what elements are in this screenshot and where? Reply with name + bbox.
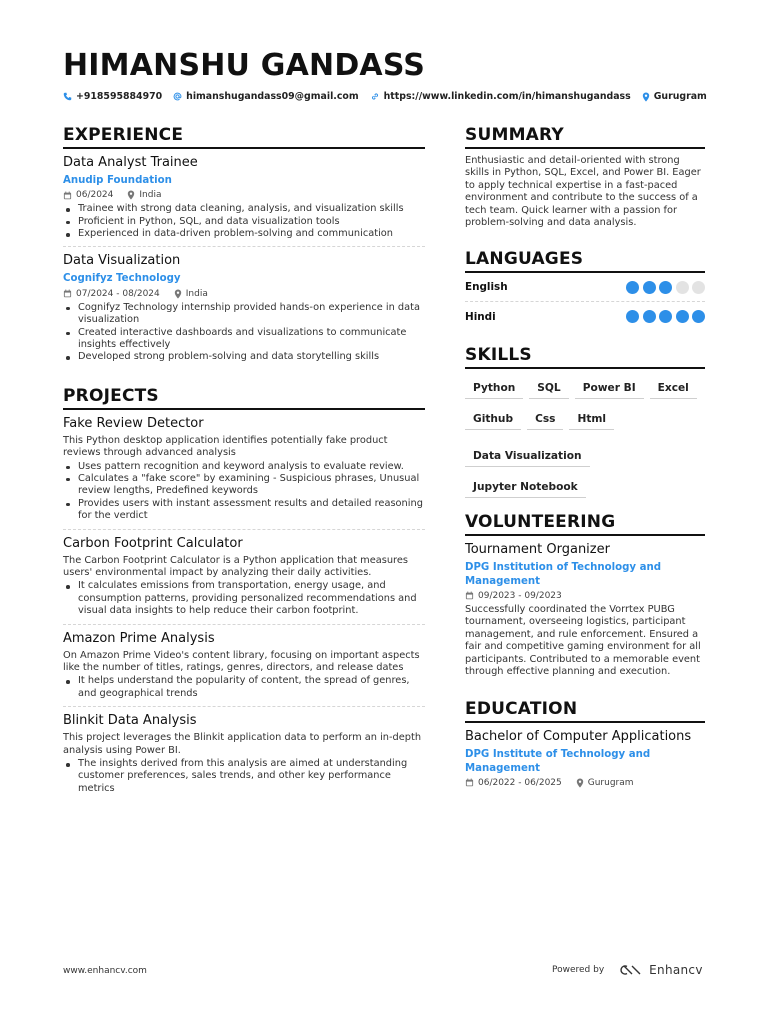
contact-phone[interactable] (63, 91, 162, 102)
proficiency-dots (623, 281, 706, 294)
skill-tag: Html (569, 409, 614, 430)
company-name: Anudip Foundation (63, 175, 172, 186)
education-heading: EDUCATION (465, 699, 705, 723)
proficiency-dot (676, 281, 689, 294)
enhancv-logo-icon (618, 964, 644, 976)
right-column (465, 125, 705, 803)
proficiency-dots (623, 310, 706, 323)
bullet-item: Proficient in Python, SQL, and data visualization tools (63, 216, 425, 228)
project-title: Carbon Footprint Calculator (63, 535, 243, 551)
education-location-text: Gurugram (587, 777, 634, 788)
projects-heading: PROJECTS (63, 386, 425, 410)
project-bullets (63, 758, 425, 795)
volunteering-entry (465, 542, 705, 685)
language-row (465, 273, 705, 302)
project-title: Blinkit Data Analysis (63, 713, 197, 729)
contact-email[interactable] (173, 91, 358, 102)
job-date-text: 06/2024 (76, 190, 114, 201)
project-description: The Carbon Footprint Calculator is a Python application that measures users' environmental impact by analyzing their daily activities. (63, 554, 408, 578)
bullet-item: Developed strong problem-solving and data storytelling skills (63, 351, 425, 363)
education-date (465, 778, 562, 788)
job-date-text: 07/2024 - 08/2024 (76, 288, 160, 299)
calendar-icon (63, 191, 72, 200)
footer-site-link[interactable]: www.enhancv.com (63, 966, 147, 976)
contact-bar (63, 91, 718, 102)
summary-heading: SUMMARY (465, 125, 705, 149)
bullet-item: Experienced in data-driven problem-solving and communication (63, 228, 425, 240)
bullet-item: The insights derived from this analysis are aimed at understanding customer preferences, sales trends, and other key performance metrics (63, 758, 425, 795)
education-date-text: 06/2022 - 06/2025 (478, 777, 562, 788)
job-meta (63, 190, 425, 200)
proficiency-dot (643, 281, 656, 294)
project-bullets (63, 675, 425, 700)
proficiency-dot (626, 310, 639, 323)
project-description: This Python desktop application identifies potentially fake product reviews through advanced analysis (63, 434, 388, 459)
powered-by-text: Powered by (552, 965, 605, 975)
phone-icon (63, 92, 72, 101)
languages-heading: LANGUAGES (465, 249, 705, 273)
project-entry (63, 536, 425, 625)
volunteer-org: DPG Institution of Technology and Management (465, 562, 661, 587)
linkedin-text: https://www.linkedin.com/in/himanshugandass (383, 91, 631, 102)
school-name: DPG Institute of Technology and Management (465, 749, 651, 774)
volunteer-meta (465, 591, 705, 601)
company-name: Cognifyz Technology (63, 273, 181, 285)
proficiency-dot (659, 310, 672, 323)
proficiency-dot (643, 310, 656, 323)
proficiency-dot (692, 281, 705, 294)
calendar-icon (63, 289, 72, 298)
job-location-text: India (185, 288, 208, 299)
skill-tag: Github (465, 409, 521, 430)
skill-tag: Python (465, 378, 523, 399)
skills-heading: SKILLS (465, 345, 705, 369)
calendar-icon (465, 591, 474, 600)
proficiency-dot (676, 310, 689, 323)
experience-entry (63, 253, 425, 369)
bullet-item: It helps understand the popularity of content, the spread of genres, and geographical trends (63, 675, 425, 700)
project-entry (63, 713, 425, 801)
job-bullets (63, 302, 425, 364)
contact-linkedin[interactable] (370, 91, 631, 102)
job-title: Data Visualization (63, 253, 181, 269)
bullet-item: Cognifyz Technology internship provided hands-on experience in data visualization (63, 302, 425, 327)
project-title: Fake Review Detector (63, 415, 204, 431)
volunteer-date (465, 591, 562, 601)
candidate-name: HIMANSHU GANDASS (63, 48, 426, 83)
job-location (127, 190, 161, 200)
volunteer-date-text: 09/2023 - 09/2023 (478, 590, 562, 601)
job-date (63, 289, 160, 299)
experience-heading: EXPERIENCE (63, 125, 425, 149)
proficiency-dot (659, 281, 672, 294)
job-date (63, 190, 113, 200)
email-text: himanshugandass09@gmail.com (186, 91, 359, 102)
skill-tag: Jupyter Notebook (465, 477, 586, 498)
project-bullets (63, 580, 425, 617)
skill-tag: Excel (650, 378, 697, 399)
experience-entry (63, 155, 425, 247)
bullet-item: Uses pattern recognition and keyword analysis to evaluate review. (63, 461, 425, 473)
volunteer-description: Successfully coordinated the Vorrtex PUBG tournament, overseeing logistics, participant management, and rule enforcement. Ensured a fair and competitive gaming environment for all participants. Contributed to a memorable event through effective planning and execution. (465, 603, 701, 677)
brand-name: Enhancv (649, 963, 703, 977)
location-text: Gurugram (653, 91, 707, 102)
project-bullets (63, 461, 425, 523)
location-pin-icon (642, 92, 650, 102)
job-meta (63, 289, 425, 299)
degree-title: Bachelor of Computer Applications (465, 729, 692, 745)
proficiency-dot (626, 281, 639, 294)
skill-tag: Css (527, 409, 563, 430)
volunteering-heading: VOLUNTEERING (465, 512, 705, 536)
link-icon (370, 92, 380, 101)
skill-tag: Power BI (575, 378, 644, 399)
bullet-item: It calculates emissions from transportation, energy usage, and consumption patterns, providing personalized recommendations and visual data insights to help reduce their carbon footprint. (63, 580, 425, 617)
bullet-item: Calculates a "fake score" by examining - Suspicious phrases, Unusual review lengths, Predefined keywords (63, 473, 425, 498)
bullet-item: Created interactive dashboards and visualizations to communicate insights effectively (63, 327, 425, 352)
project-entry (63, 416, 425, 530)
job-location (174, 289, 208, 299)
language-name: English (465, 281, 508, 294)
skills-list (465, 375, 705, 508)
bullet-item: Provides users with instant assessment results and detailed reasoning for the verdict (63, 498, 425, 523)
at-icon (173, 92, 182, 101)
job-title: Data Analyst Trainee (63, 155, 198, 170)
left-column (63, 125, 425, 807)
project-description: This project leverages the Blinkit application data to perform an in-depth analysis using Power BI. (63, 732, 422, 756)
location-pin-icon (576, 778, 584, 788)
location-pin-icon (174, 289, 182, 299)
education-meta (465, 778, 705, 788)
job-bullets (63, 203, 425, 240)
phone-text: +918595884970 (76, 91, 163, 102)
project-title: Amazon Prime Analysis (63, 630, 215, 646)
summary-text: Enthusiastic and detail-oriented with strong skills in Python, SQL, Excel, and Power BI. Eager to apply technical expertise in a fast-paced environment and contribute to the success of a tech team. Quick learner with a passion for problem-solving and data analysis. (465, 155, 701, 229)
bullet-item: Trainee with strong data cleaning, analysis, and visualization skills (63, 203, 425, 215)
language-row (465, 302, 705, 331)
location-pin-icon (127, 190, 135, 200)
project-entry (63, 631, 425, 708)
language-name: Hindi (465, 310, 496, 323)
skill-tag: SQL (529, 378, 568, 399)
project-description: On Amazon Prime Video's content library, focusing on important aspects like the number of titles, ratings, genres, directors, and release dates (63, 649, 420, 674)
education-entry (465, 729, 705, 797)
skill-tag: Data Visualization (465, 446, 590, 467)
footer-brand[interactable] (552, 963, 703, 977)
proficiency-dot (692, 310, 705, 323)
job-location-text: India (139, 190, 162, 201)
volunteer-role: Tournament Organizer (465, 542, 610, 558)
education-location (576, 778, 634, 788)
calendar-icon (465, 778, 474, 787)
contact-location (642, 91, 707, 102)
